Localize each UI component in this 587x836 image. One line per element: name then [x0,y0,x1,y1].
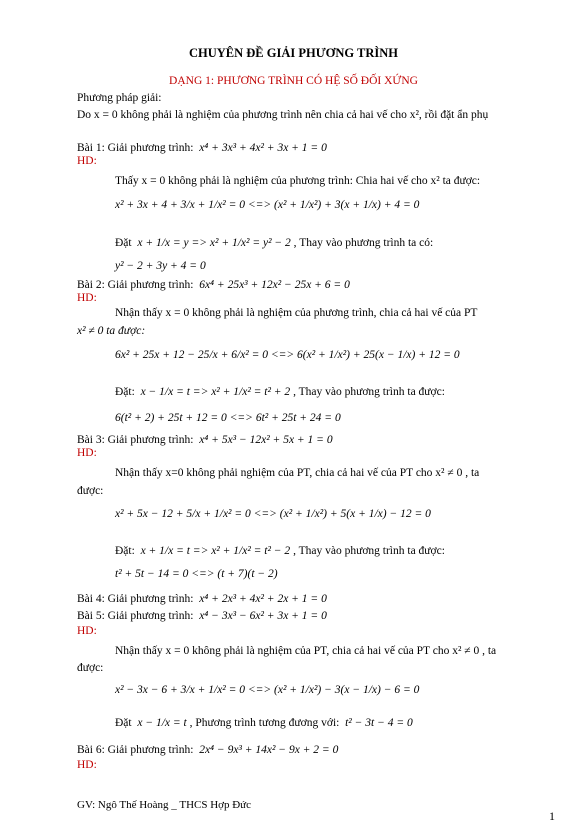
exercise-5 [77,609,327,623]
exercise-2-equation: 6x⁴ + 25x³ + 12x² − 25x + 6 = 0 [199,279,350,291]
exercise-2-step-1: Nhận thấy x = 0 không phải là nghiệm của phương trình, chia cả hai vế của PT [115,307,478,319]
exercise-2 [77,278,350,292]
exercise-5-step-3 [115,716,413,730]
exercise-3-equation: x⁴ + 5x³ − 12x² + 5x + 1 = 0 [199,434,333,446]
hint-label-1: HD: [77,155,97,167]
exercise-4 [77,592,327,606]
exercise-3 [77,433,333,447]
exercise-2-step-1-cont: x² ≠ 0 ta được: [77,325,146,337]
substitution-label: Đặt [115,717,132,729]
exercise-6-heading: Bài 6: Giải phương trình: [77,744,194,756]
exercise-5-heading: Bài 5: Giải phương trình: [77,610,194,622]
exercise-6-equation: 2x⁴ − 9x³ + 14x² − 9x + 2 = 0 [199,744,339,756]
exercise-1-heading: Bài 1: Giải phương trình: [77,142,194,154]
substitution-expression: x + 1/x = t => x² + 1/x² = t² − 2 [140,545,291,557]
exercise-1 [77,141,327,155]
substitution-note: , Thay vào phương trình ta được: [293,386,445,398]
exercise-3-step-1: Nhận thấy x=0 không phải nghiệm của PT, chia cả hai vế của PT cho x² ≠ 0 , ta [115,467,480,479]
substitution-expression: x + 1/x = y => x² + 1/x² = y² − 2 [137,237,291,249]
exercise-6 [77,743,338,757]
exercise-2-heading: Bài 2: Giải phương trình: [77,279,194,291]
exercise-1-step-2: x² + 3x + 4 + 3/x + 1/x² = 0 <=> (x² + 1/x²) + 3(x + 1/x) + 4 = 0 [115,199,420,211]
substitution-label: Đặt: [115,386,135,398]
page-title: CHUYÊN ĐỀ GIẢI PHƯƠNG TRÌNH [188,46,399,60]
exercise-5-equation: x⁴ − 3x³ − 6x² + 3x + 1 = 0 [199,610,327,622]
exercise-4-heading: Bài 4: Giải phương trình: [77,593,194,605]
exercise-2-step-3 [115,385,445,399]
method-text: Do x = 0 không phải là nghiệm của phương trình nên chia cả hai vế cho x², rồi đặt ẩn phụ [77,109,489,121]
exercise-3-step-2: x² + 5x − 12 + 5/x + 1/x² = 0 <=> (x² + 1/x²) + 5(x + 1/x) − 12 = 0 [115,508,431,520]
page-number: 1 [549,809,555,823]
exercise-5-step-1: Nhận thấy x = 0 không phải là nghiệm của PT, chia cả hai vế của PT cho x² ≠ 0 , ta [115,645,497,657]
section-subtitle: DẠNG 1: PHƯƠNG TRÌNH CÓ HỆ SỐ ĐỐI XỨNG [169,75,418,87]
exercise-5-step-2: x² − 3x − 6 + 3/x + 1/x² = 0 <=> (x² + 1/x²) − 3(x − 1/x) − 6 = 0 [115,684,420,696]
substitution-label: Đặt [115,237,132,249]
hint-label-2: HD: [77,292,97,304]
substitution-expression: x − 1/x = t [137,717,187,729]
exercise-2-step-4: 6(t² + 2) + 25t + 12 = 0 <=> 6t² + 25t + 24 = 0 [115,412,341,424]
exercise-3-step-1-cont: được: [77,485,104,497]
substitution-note: , Thay vào phương trình ta được: [293,545,445,557]
exercise-3-step-3 [115,544,445,558]
exercise-4-equation: x⁴ + 2x³ + 4x² + 2x + 1 = 0 [199,593,327,605]
exercise-1-step-4: y² − 2 + 3y + 4 = 0 [115,260,206,272]
exercise-1-step-1: Thấy x = 0 không phải là nghiệm của phương trình: Chia hai vế cho x² ta được: [115,175,481,187]
hint-label-5: HD: [77,625,97,637]
exercise-5-step-1-cont: được: [77,662,104,674]
method-label: Phương pháp giải: [77,92,162,104]
substitution-label: Đặt: [115,545,135,557]
exercise-2-step-2: 6x² + 25x + 12 − 25/x + 6/x² = 0 <=> 6(x² + 1/x²) + 25(x − 1/x) + 12 = 0 [115,349,460,361]
exercise-1-step-3 [115,236,433,250]
substitution-equation: t² − 3t − 4 = 0 [345,717,413,729]
exercise-3-step-4: t² + 5t − 14 = 0 <=> (t + 7)(t − 2) [115,568,278,580]
hint-label-6: HD: [77,759,97,771]
substitution-note: , Thay vào phương trình ta có: [293,237,434,249]
substitution-note: , Phương trình tương đương với: [189,717,340,729]
substitution-expression: x − 1/x = t => x² + 1/x² = t² + 2 [140,386,291,398]
exercise-3-heading: Bài 3: Giải phương trình: [77,434,194,446]
page-footer: GV: Ngô Thế Hoàng _ THCS Hợp Đức [77,799,252,811]
hint-label-3: HD: [77,447,97,459]
exercise-1-equation: x⁴ + 3x³ + 4x² + 3x + 1 = 0 [199,142,327,154]
